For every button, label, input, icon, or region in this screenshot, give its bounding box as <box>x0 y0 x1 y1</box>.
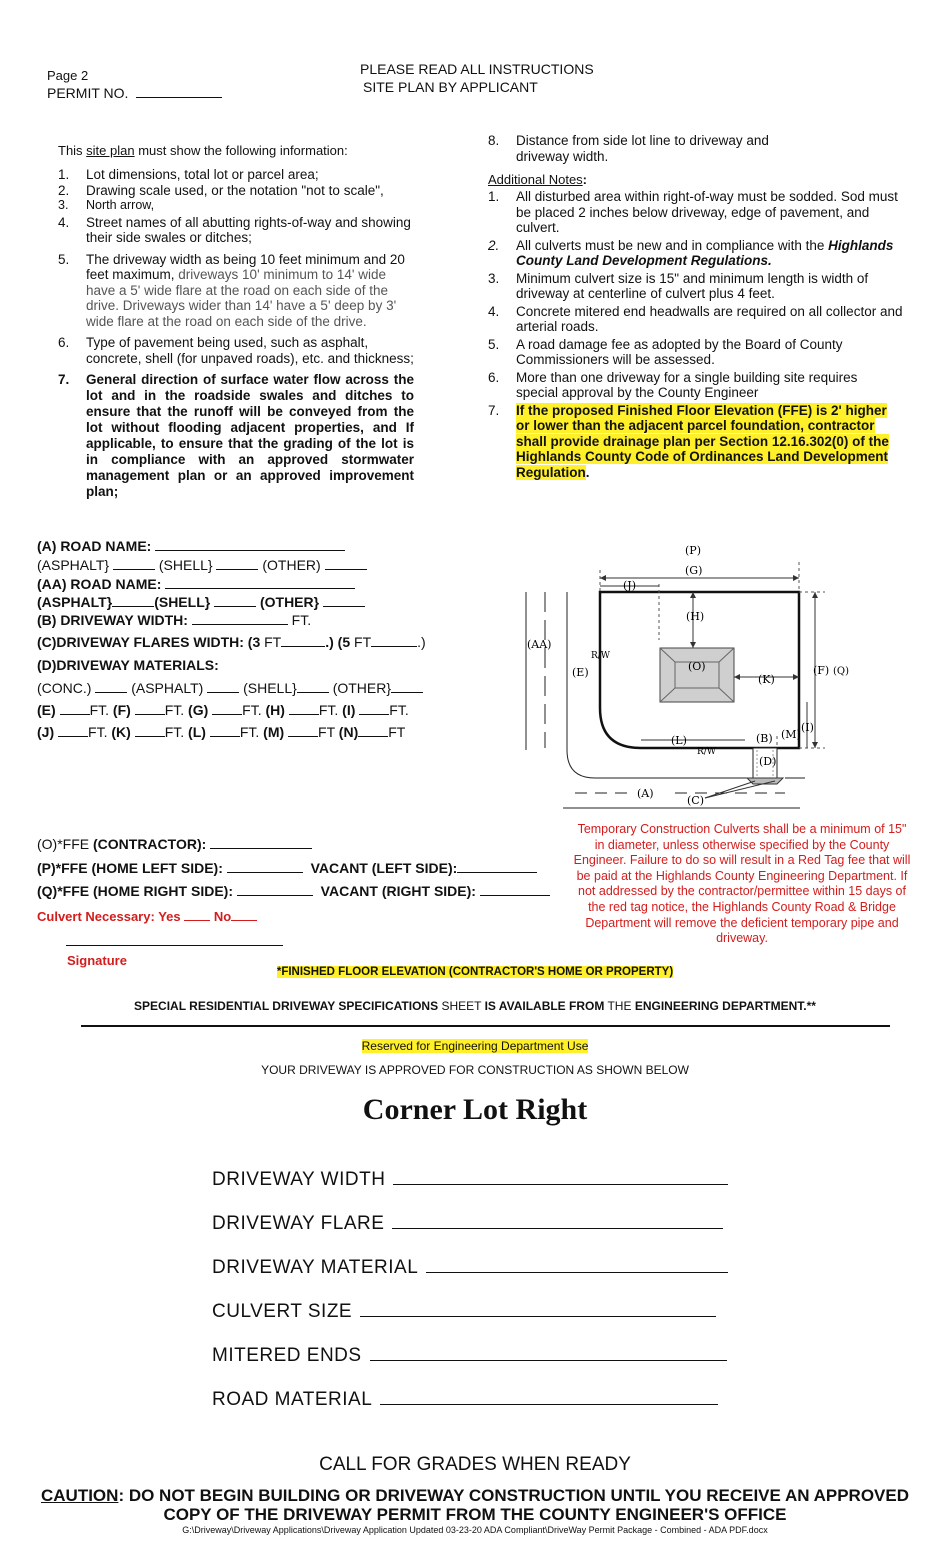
shell-a-field[interactable] <box>216 557 258 570</box>
dim-l-field[interactable] <box>210 724 240 737</box>
permit-number-field[interactable] <box>136 85 222 98</box>
dimension-row-j: (J) FT. (K) FT. (L) FT. (M) FT (N) FT <box>37 724 406 740</box>
diagram-label: (D) <box>759 755 777 768</box>
header-title-1: PLEASE READ ALL INSTRUCTIONS <box>360 61 594 77</box>
asphalt-field[interactable] <box>207 680 239 693</box>
dim-k-field[interactable] <box>135 724 165 737</box>
diagram-label: (AA) <box>527 638 552 651</box>
header-title-2: SITE PLAN BY APPLICANT <box>363 79 538 95</box>
list-item-highlighted: 7. If the proposed Finished Floor Elevation (FFE) is 2' higher or lower than the adjacent parcel foundation, contractor shall provide drainage plan per Section 12.16.302(0) of the Highlands County Code of Ordinances Land Development Regulation. <box>488 402 889 480</box>
road-name-aa-row: (AA) ROAD NAME: <box>37 576 355 592</box>
surface-a-row: (ASPHALT} (SHELL} (OTHER) <box>37 557 367 573</box>
road-name-a-row: (A) ROAD NAME: <box>37 538 345 554</box>
list-item: 3. North arrow, <box>58 198 155 212</box>
other-field[interactable] <box>391 680 423 693</box>
list-item: 2. Drawing scale used, or the notation "not to scale", <box>58 182 384 198</box>
approved-line: YOUR DRIVEWAY IS APPROVED FOR CONSTRUCTION AS SHOWN BELOW <box>261 1063 689 1077</box>
driveway-width-field[interactable] <box>192 612 288 625</box>
dim-n-field[interactable] <box>358 724 388 737</box>
approval-mitered-ends: MITERED ENDS <box>212 1342 727 1367</box>
dim-e-field[interactable] <box>60 702 90 715</box>
permit-number <box>47 85 222 101</box>
diagram-label: (M) <box>781 728 801 741</box>
approval-driveway-width-field[interactable] <box>393 1166 728 1185</box>
diagram-label: (A) <box>637 787 654 800</box>
other-aa-field[interactable] <box>323 594 365 607</box>
reserved-label: Reserved for Engineering Department Use <box>361 1039 589 1053</box>
ffe-right-row: (Q)*FFE (HOME RIGHT SIDE): VACANT (RIGHT SIDE): <box>37 883 550 899</box>
ffe-contractor-row: (O)*FFE (CONTRACTOR): <box>37 836 312 852</box>
list-item: 6. Type of pavement being used, such as asphalt, concrete, shell (for unpaved roads), etc. and thickness; <box>58 335 414 366</box>
approval-driveway-flare: DRIVEWAY FLARE <box>212 1210 723 1235</box>
call-for-grades: CALL FOR GRADES WHEN READY <box>319 1454 631 1475</box>
list-item: 7. General direction of surface water flow across the lot and in the roadside swales and ditches to ensure that the runoff will be conveyed from the lot without flooding adjacent properties, and If applicable, to ensure that the grading of the lot is in compliance with an approved stormwater management plan or an approved improvement plan; <box>58 372 414 499</box>
conc-field[interactable] <box>95 680 127 693</box>
list-item: 2. All culverts must be new and in compliance with the Highlands County Land Development Regulations. <box>488 237 894 268</box>
diagram-label: (G) <box>685 564 703 577</box>
diagram-label: (Q) <box>833 666 850 677</box>
instructions-list <box>58 167 414 503</box>
driveway-width-row: (B) DRIVEWAY WIDTH: FT. <box>37 612 312 628</box>
section-divider <box>81 1025 890 1027</box>
dim-m-field[interactable] <box>288 724 318 737</box>
diagram-label: (H) <box>686 610 705 623</box>
approval-driveway-width: DRIVEWAY WIDTH <box>212 1166 728 1191</box>
list-item: 4. Concrete mitered end headwalls are required on all collector and arterial roads. <box>488 303 903 334</box>
dim-f-field[interactable] <box>135 702 165 715</box>
approval-driveway-flare-field[interactable] <box>392 1210 723 1229</box>
vacant-left-field[interactable] <box>457 860 537 873</box>
instructions-intro: This site plan must show the following information: <box>58 143 348 158</box>
asphalt-aa-field[interactable] <box>112 594 154 607</box>
diagram-label: R/W <box>591 651 611 661</box>
approval-driveway-material: DRIVEWAY MATERIAL <box>212 1254 728 1279</box>
culvert-no-field[interactable] <box>231 911 257 921</box>
diagram-label: (P) <box>685 544 701 557</box>
dim-h-field[interactable] <box>289 702 319 715</box>
materials-row: (CONC.) (ASPHALT) (SHELL} (OTHER} <box>37 680 423 696</box>
list-item: 1. All disturbed area within right-of-way must be sodded. Sod must be placed 2 inches below driveway, edge of pavement, and culvert. <box>488 189 898 235</box>
asphalt-a-field[interactable] <box>113 557 155 570</box>
list-item: 3. Minimum culvert size is 15" and minimum length is width of driveway at centerline of culvert plus 4 feet. <box>488 270 869 301</box>
list-item: 5. The driveway width as being 10 feet minimum and 20 feet maximum, driveways 10' minimum to 14' wide have a 5' wide flare at the road on each side of the drive. Driveways wider than 14' have a 5' deep by 3' wide flare at the road on each side of the drive. <box>58 251 405 329</box>
dim-g-field[interactable] <box>212 702 242 715</box>
approval-road-material: ROAD MATERIAL <box>212 1386 718 1411</box>
diagram-label: (L) <box>671 734 687 747</box>
diagram-label: (E) <box>572 666 589 679</box>
list-item: 4. Street names of all abutting rights-of-way and showing their side swales or ditches; <box>58 214 411 245</box>
ffe-contractor-field[interactable] <box>210 836 312 849</box>
diagram-label: R/W <box>697 747 717 757</box>
diagram-label: (J) <box>623 579 636 592</box>
ffe-right-field[interactable] <box>237 883 313 896</box>
page-number: Page 2 <box>47 68 89 83</box>
additional-notes-heading: Additional Notes: <box>488 172 588 187</box>
diagram-label: (B) <box>756 732 773 745</box>
diagram-label: (O) <box>688 660 706 673</box>
list-item: 8. Distance from side lot line to driveway and driveway width. <box>488 133 769 164</box>
file-path: G:\Driveway\Driveway Applications\Driveway Application Updated 03-23-20 ADA Compliant\DriveWay Permit Package - Combined - ADA PDF.docx <box>182 1525 768 1535</box>
signature-line[interactable] <box>66 945 283 946</box>
approval-mitered-ends-field[interactable] <box>370 1342 727 1361</box>
ffe-footnote: *FINISHED FLOOR ELEVATION (CONTRACTOR'S HOME OR PROPERTY) <box>276 966 674 978</box>
approval-road-material-field[interactable] <box>380 1386 718 1405</box>
special-spec-note: SPECIAL RESIDENTIAL DRIVEWAY SPECIFICATIONS SHEET IS AVAILABLE FROM THE ENGINEERING DEPARTMENT.** <box>134 999 816 1013</box>
house-footprint <box>660 648 734 702</box>
list-item: 6. More than one driveway for a single building site requires special approval by the County Engineer <box>488 369 858 400</box>
other-a-field[interactable] <box>325 557 367 570</box>
vacant-right-field[interactable] <box>480 883 550 896</box>
approval-culvert-size: CULVERT SIZE <box>212 1298 716 1323</box>
flare-5ft-field[interactable] <box>371 634 417 647</box>
dimension-row-e: (E) FT. (F) FT. (G) FT. (H) FT. (I) FT. <box>37 702 409 718</box>
ffe-left-row: (P)*FFE (HOME LEFT SIDE): VACANT (LEFT SIDE): <box>37 860 537 876</box>
dim-i-field[interactable] <box>359 702 389 715</box>
diagram-label: (I) <box>801 721 814 734</box>
site-plan-diagram <box>515 540 855 815</box>
shell-field[interactable] <box>297 680 329 693</box>
caution-notice: CAUTION: DO NOT BEGIN BUILDING OR DRIVEWAY CONSTRUCTION UNTIL YOU RECEIVE AN APPROVED COPY OF THE DRIVEWAY PERMIT FROM THE COUNTY ENGINEER'S OFFICE <box>40 1486 910 1524</box>
culvert-necessary-row: Culvert Necessary: Yes No <box>37 909 257 924</box>
road-name-aa-field[interactable] <box>165 576 355 589</box>
approval-driveway-material-field[interactable] <box>426 1254 728 1273</box>
culvert-yes-field[interactable] <box>184 911 210 921</box>
diagram-label: (K) <box>758 673 775 686</box>
surface-aa-row: (ASPHALT} (SHELL} (OTHER} <box>37 594 365 610</box>
list-item: 5. A road damage fee as adopted by the Board of County Commissioners will be assessed. <box>488 336 843 367</box>
flare-3ft-field[interactable] <box>281 634 325 647</box>
instructions-item-8 <box>488 133 788 167</box>
shell-aa-field[interactable] <box>214 594 256 607</box>
driveway-flares-row: (C)DRIVEWAY FLARES WIDTH: (3 FT .) (5 FT .) <box>37 634 426 650</box>
approval-culvert-size-field[interactable] <box>360 1298 716 1317</box>
ffe-left-field[interactable] <box>227 860 303 873</box>
lot-title: Corner Lot Right <box>362 1093 588 1126</box>
diagram-label: (F) <box>813 664 830 677</box>
site-plan-link: site plan <box>86 143 135 158</box>
dim-j-field[interactable] <box>58 724 88 737</box>
road-name-a-field[interactable] <box>155 538 345 551</box>
list-item: 1. Lot dimensions, total lot or parcel area; <box>58 167 319 182</box>
permit-label: PERMIT NO. <box>47 85 129 101</box>
temporary-culvert-notice: Temporary Construction Culverts shall be a minimum of 15" in diameter, unless otherwise specified by the County Engineer. Failure to do so will result in a Red Tag fee that will be paid at the Highlands County Engineering Department. If not addressed by the contractor/permittee within 15 days of the red tag notice, the Highlands County Road & Bridge Department will remove the deficient temporary pipe and driveway. <box>573 822 911 946</box>
additional-notes-list <box>488 189 903 483</box>
driveway-materials-label: (D)DRIVEWAY MATERIALS: <box>37 657 219 673</box>
signature-label: Signature <box>67 953 127 968</box>
diagram-label: (C) <box>687 794 704 807</box>
